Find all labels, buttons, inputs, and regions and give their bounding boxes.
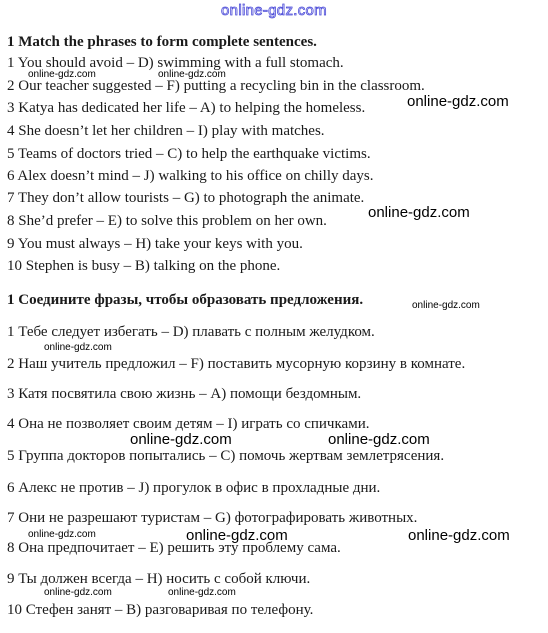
russian-line-2: 2 Наш учитель предложил – F) поставить мусорную корзину в комнате. <box>7 356 466 372</box>
watermark: online-gdz.com <box>44 342 112 353</box>
watermark: online-gdz.com <box>412 300 480 311</box>
watermark: online-gdz.com <box>186 527 288 544</box>
russian-line-5: 5 Группа докторов попытались – C) помочь жертвам землетрясения. <box>7 448 445 464</box>
english-line-9: 9 You must always – H) take your keys with you. <box>7 236 303 252</box>
watermark: online-gdz.com <box>328 431 430 448</box>
watermark: online-gdz.com <box>158 69 226 80</box>
english-line-10: 10 Stephen is busy – B) talking on the phone. <box>7 258 281 274</box>
russian-line-6: 6 Алекс не против – J) прогулок в офис в прохладные дни. <box>7 480 381 496</box>
russian-line-8: 8 Она предпочитает – E) решить эту проблему сама. <box>7 540 341 556</box>
watermark: online-gdz.com <box>168 587 236 598</box>
english-line-1: 1 You should avoid – D) swimming with a full stomach. <box>7 55 344 71</box>
russian-line-9: 9 Ты должен всегда – H) носить с собой ключи. <box>7 571 311 587</box>
english-line-3: 3 Katya has dedicated her life – A) to helping the homeless. <box>7 100 366 116</box>
watermark: online-gdz.com <box>368 204 470 221</box>
russian-heading: 1 Соедините фразы, чтобы образовать предложения. <box>7 292 364 308</box>
russian-line-4: 4 Она не позволяет своим детям – I) играть со спичками. <box>7 416 370 432</box>
watermark: online-gdz.com <box>407 93 509 110</box>
watermark: online-gdz.com <box>28 529 96 540</box>
english-line-8: 8 She’d prefer – E) to solve this problem on her own. <box>7 213 327 229</box>
watermark: online-gdz.com <box>408 527 510 544</box>
russian-line-1: 1 Тебе следует избегать – D) плавать с полным желудком. <box>7 324 375 340</box>
watermark: online-gdz.com <box>130 431 232 448</box>
english-line-6: 6 Alex doesn’t mind – J) walking to his office on chilly days. <box>7 168 374 184</box>
english-line-7: 7 They don’t allow tourists – G) to photograph the animate. <box>7 190 365 206</box>
russian-line-3: 3 Катя посвятила свою жизнь – A) помощи бездомным. <box>7 386 362 402</box>
english-line-4: 4 She doesn’t let her children – I) play with matches. <box>7 123 325 139</box>
russian-line-10: 10 Стефен занят – B) разговаривая по телефону. <box>7 602 314 618</box>
watermark: online-gdz.com <box>28 69 96 80</box>
watermark-top: online-gdz.com <box>221 2 327 19</box>
watermark: online-gdz.com <box>44 587 112 598</box>
english-line-5: 5 Teams of doctors tried – C) to help the earthquake victims. <box>7 146 371 162</box>
english-heading: 1 Match the phrases to form complete sentences. <box>7 34 317 50</box>
english-line-2: 2 Our teacher suggested – F) putting a recycling bin in the classroom. <box>7 78 425 94</box>
russian-line-7: 7 Они не разрешают туристам – G) фотографировать животных. <box>7 510 418 526</box>
